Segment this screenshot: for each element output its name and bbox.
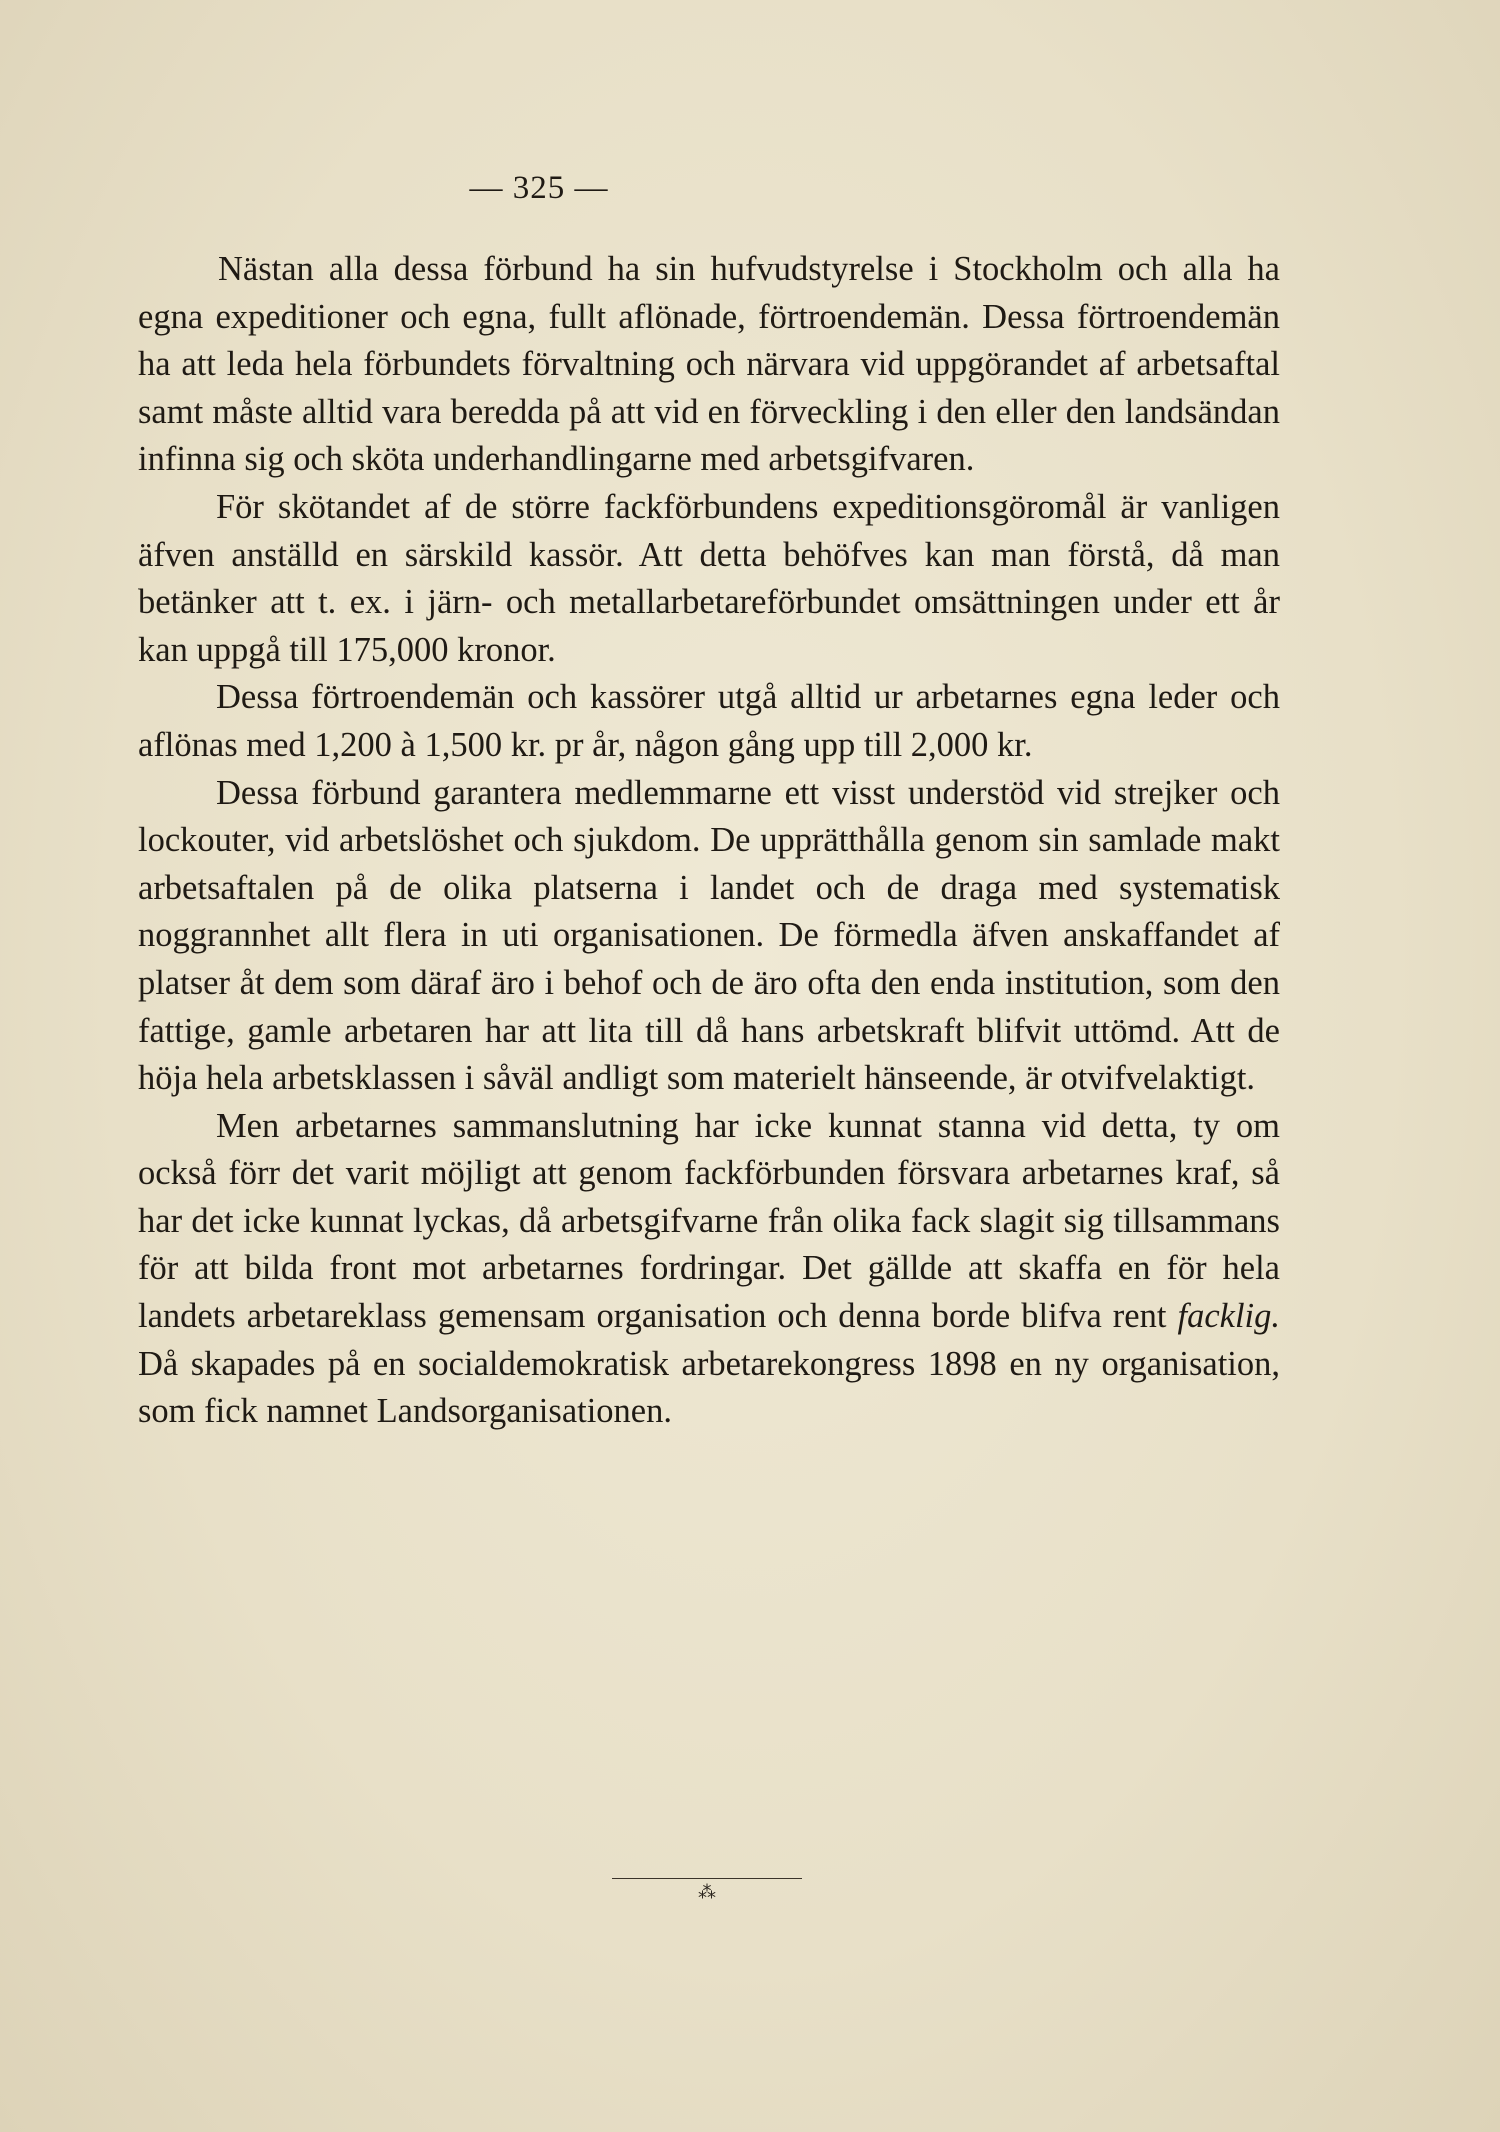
italic-emphasis: facklig. [1177, 1297, 1280, 1336]
body-text [138, 246, 1280, 1436]
page-number: — 325 — [469, 170, 609, 206]
paragraph: Dessa förtroendemän och kassörer utgå alltid ur arbetarnes egna leder och aflönas med 1,200 à 1,500 kr. pr år, någon gång upp till 2,000 kr. [138, 678, 1280, 764]
paragraph-last [138, 1103, 1280, 1436]
end-ornament [612, 1878, 802, 1908]
paragraph-text: Då skapades på en socialdemokratisk arbetarekongress 1898 en ny organisation, som fick namnet Landsorganisationen. [138, 1344, 1280, 1431]
paragraph: För skötandet af de större fackförbundens expeditionsgöromål är vanligen äfven anställd en särskild kassör. Att detta behöfves kan man förstå, då man betänker att t. ex. i järn- och metallarbetareförbundet omsättningen under ett år kan uppgå till 175,000 kronor. [138, 487, 1280, 669]
paragraph-text: Men arbetarnes sammanslutning har icke kunnat stanna vid detta, ty om också förr det varit möjligt att genom fackförbunden försvara arbetarnes kraf, så har det icke kunnat lyckas, då arbetsgifvarne från olika fack slagit sig tillsammans för att bilda front mot arbetarnes fordringar. Det gällde att skaffa en för hela landets arbetareklass gemensam organisation och denna borde blifva rent [138, 1106, 1280, 1336]
paragraph: Nästan alla dessa förbund ha sin hufvudstyrelse i Stockholm och alla ha egna expeditioner och egna, fullt aflönade, förtroendemän. Dessa förtroendemän ha att leda hela förbundets förvaltning och närvara vid uppgörandet af arbetsaftal samt måste alltid vara beredda på att vid en förveckling i den eller den landsändan infinna sig och sköta underhandlingarne med arbetsgifvaren. [138, 250, 1280, 479]
ornament-icon: ⁂ [698, 1882, 716, 1903]
divider-rule [612, 1878, 802, 1879]
paragraph: Dessa förbund garantera medlemmarne ett visst understöd vid strejker och lockouter, vid arbetslöshet och sjukdom. De upprätthålla genom sin samlade makt arbetsaftalen på de olika platserna i landet och de draga med systematisk noggrannhet allt flera in uti organisationen. De förmedla äfven anskaffandet af platser åt dem som däraf äro i behof och de äro ofta den enda institution, som den fattige, gamle arbetaren har att lita till då hans arbetskraft blifvit uttömd. Att de höja hela arbetsklassen i såväl andligt som materielt hänseende, är otvifvelaktigt. [138, 773, 1280, 1098]
